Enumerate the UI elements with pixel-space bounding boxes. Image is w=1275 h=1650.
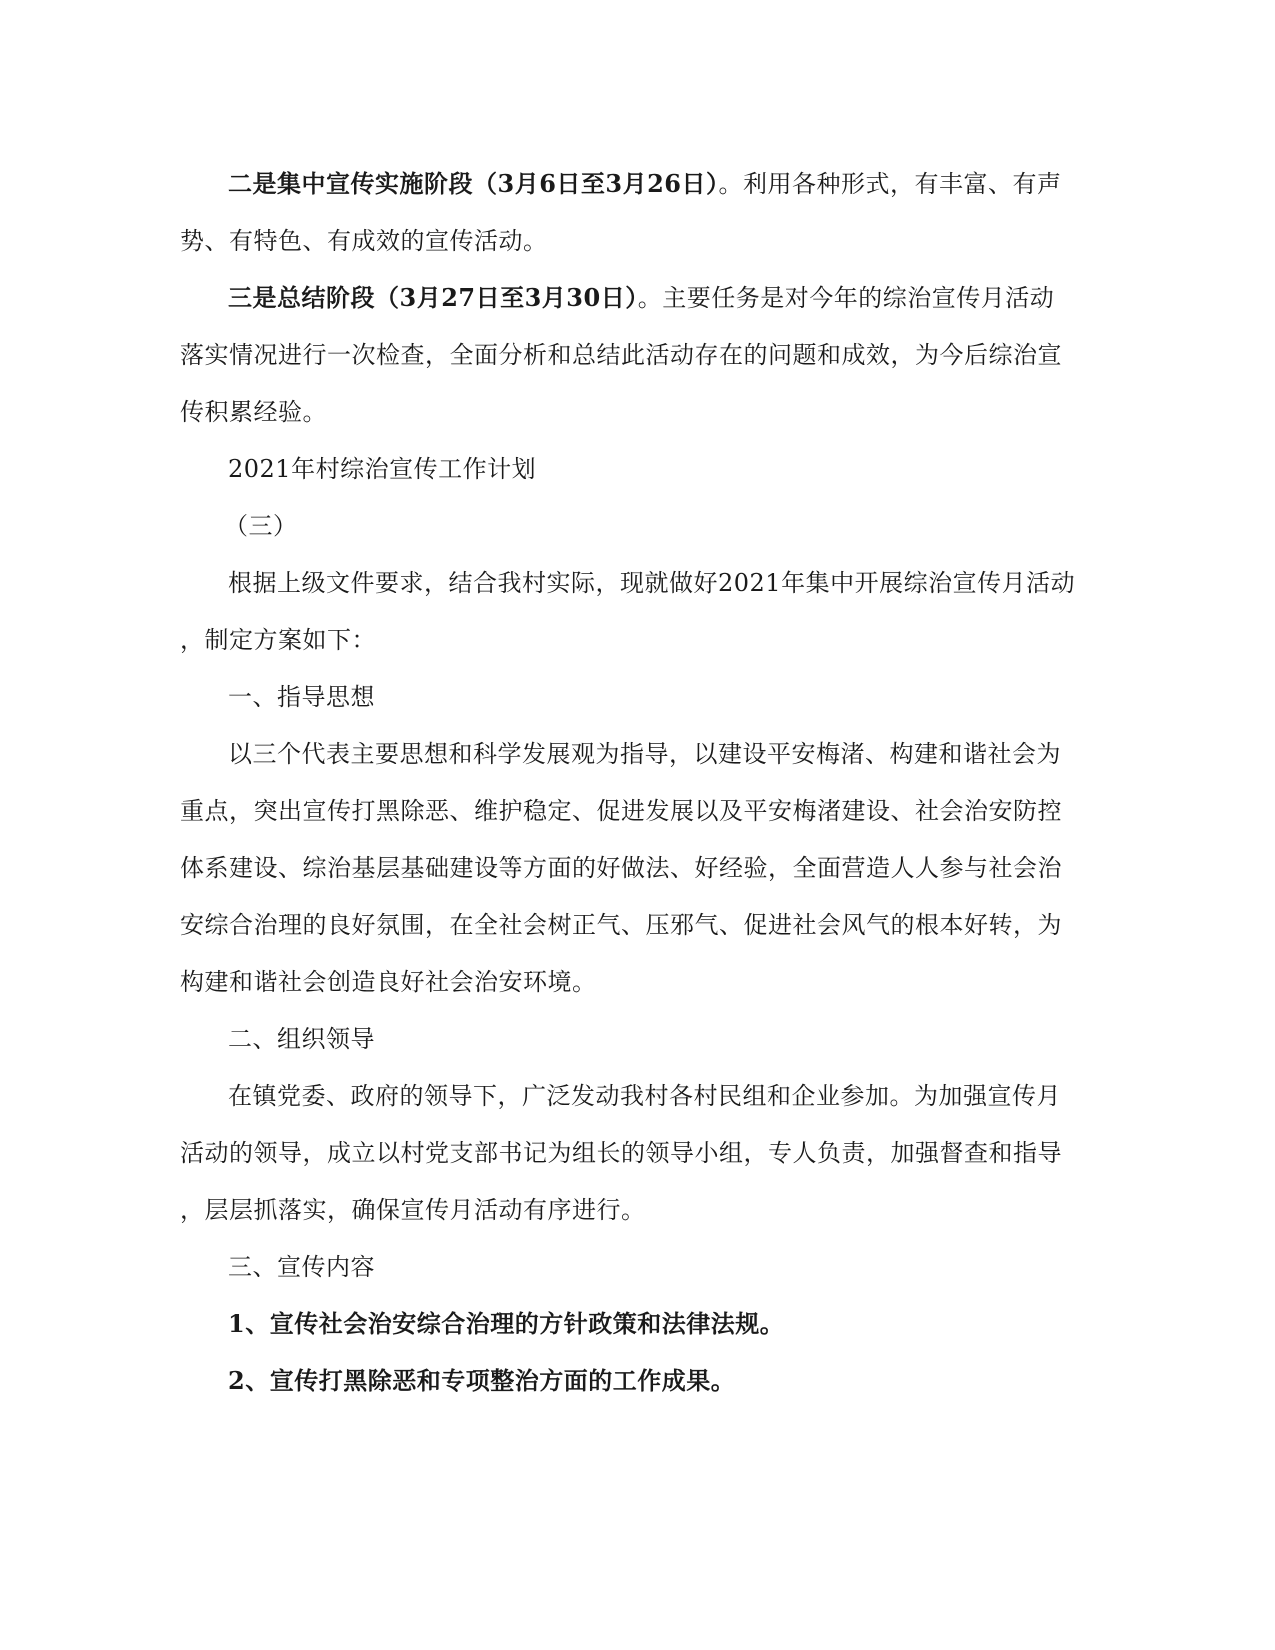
section2-line3: ，层层抓落实，确保宣传月活动有序进行。 <box>180 1196 646 1224</box>
intro-line1: 根据上级文件要求，结合我村实际，现就做好2021年集中开展综治宣传月活动 <box>228 569 1076 597</box>
section2-title: 二、组织领导 <box>228 1025 375 1053</box>
section3-title: 三、宣传内容 <box>228 1253 375 1281</box>
section2-line2: 活动的领导，成立以村党支部书记为组长的领导小组，专人负责，加强督查和指导 <box>180 1139 1062 1167</box>
stage3-paragraph-line2: 落实情况进行一次检查，全面分析和总结此活动存在的问题和成效，为今后综治宣 <box>180 341 1062 369</box>
document-title: 2021年村综治宣传工作计划 <box>228 455 537 483</box>
stage3-paragraph-line1 <box>228 282 1054 314</box>
section1-line4: 安综合治理的良好氛围，在全社会树正气、压邪气、促进社会风气的根本好转，为 <box>180 911 1062 939</box>
stage2-heading: 二是集中宣传实施阶段（3月6日至3月26日） <box>228 169 719 198</box>
section1-line2: 重点，突出宣传打黑除恶、维护稳定、促进发展以及平安梅渚建设、社会治安防控 <box>180 797 1062 825</box>
section1-line1: 以三个代表主要思想和科学发展观为指导，以建设平安梅渚、构建和谐社会为 <box>228 740 1061 768</box>
section1-line5: 构建和谐社会创造良好社会治安环境。 <box>180 968 597 996</box>
stage3-paragraph-line3: 传积累经验。 <box>180 398 327 426</box>
stage3-text: 。主要任务是对今年的综治宣传月活动 <box>637 284 1055 312</box>
section2-line1: 在镇党委、政府的领导下，广泛发动我村各村民组和企业参加。为加强宣传月 <box>228 1082 1061 1110</box>
document-number: （三） <box>224 512 298 540</box>
section1-title: 一、指导思想 <box>228 683 375 711</box>
section1-line3: 体系建设、综治基层基础建设等方面的好做法、好经验，全面营造人人参与社会治 <box>180 854 1062 882</box>
section3-item1: 1、宣传社会治安综合治理的方针政策和法律法规。 <box>228 1309 785 1338</box>
stage2-paragraph-line1 <box>228 168 1062 200</box>
stage3-heading: 三是总结阶段（3月27日至3月30日） <box>228 283 638 312</box>
intro-line2: ，制定方案如下： <box>180 626 376 654</box>
stage2-text: 。利用各种形式，有丰富、有声 <box>718 170 1062 198</box>
section3-item2: 2、宣传打黑除恶和专项整治方面的工作成果。 <box>228 1366 736 1395</box>
stage2-paragraph-line2: 势、有特色、有成效的宣传活动。 <box>180 227 548 255</box>
